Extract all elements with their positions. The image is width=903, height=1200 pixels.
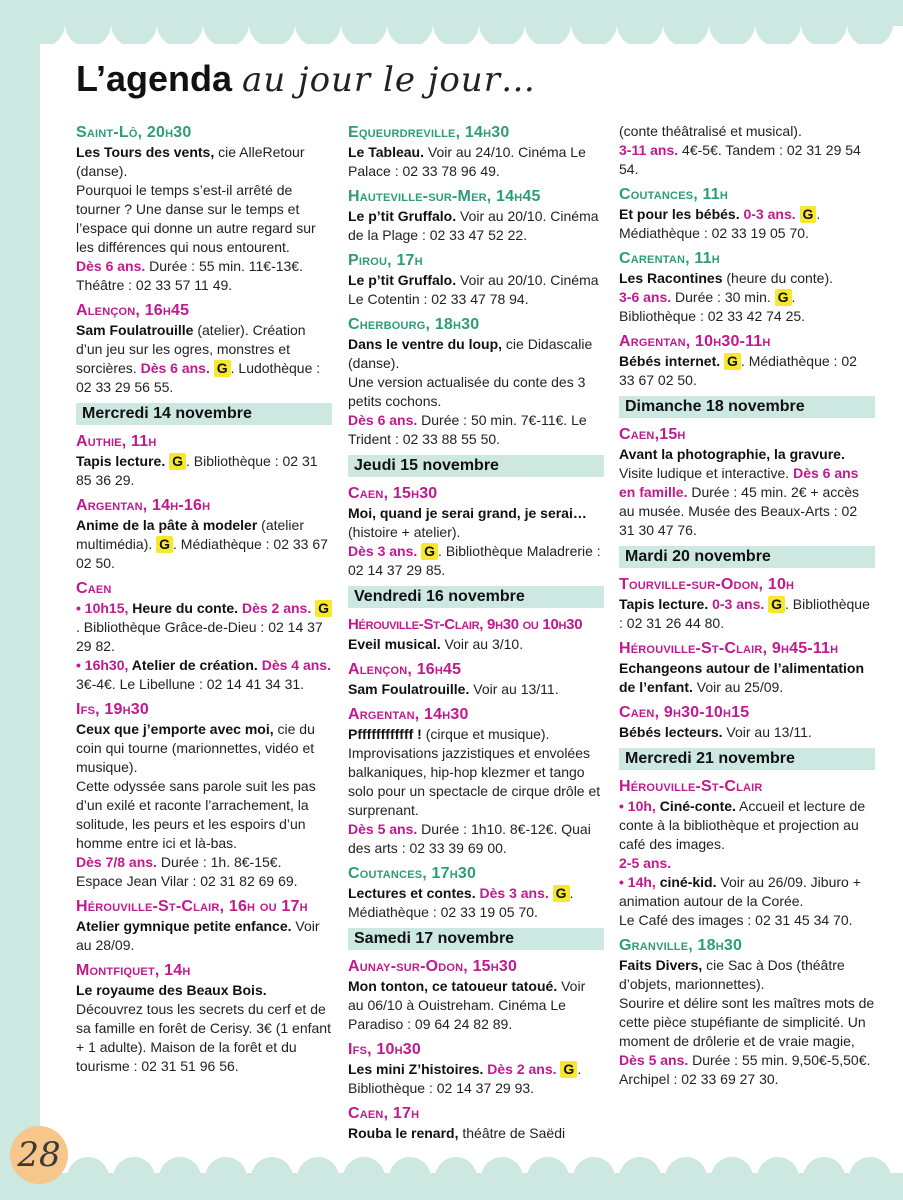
event-title: Moi, quand je serai grand, je serai… <box>348 505 587 521</box>
event-entry <box>348 314 604 449</box>
event-desc: cie AlleRetour (danse). <box>76 144 305 179</box>
event-entry <box>348 186 604 245</box>
event-city: Hauteville-sur-Mer, 14h45 <box>348 188 541 205</box>
event-desc: cie du coin qui tourne (marionnettes, vidéo et musique). <box>76 721 315 775</box>
event-age: Dès 4 ans. <box>257 657 331 673</box>
event-entry <box>76 960 332 1076</box>
event-info: . Bibliothèque : 02 33 42 74 25. <box>619 289 806 324</box>
event-info: Voir au 3/10. <box>440 636 524 652</box>
event-city: Caen, 15h30 <box>348 485 438 502</box>
event-info: Durée : 1h10. 8€-12€. Quai des arts : 02 33 39 69 00. <box>348 821 591 856</box>
page-title <box>76 58 536 100</box>
event-title: Dans le ventre du loup, <box>348 336 503 352</box>
gratuit-icon: G <box>724 353 741 370</box>
day-header: Mardi 20 novembre <box>619 546 875 568</box>
event-age: Dès 6 ans. <box>348 412 418 428</box>
event-city: Alençon, 16h45 <box>76 302 190 319</box>
event-desc: cie Didascalie (danse). <box>348 336 593 371</box>
event-text: Pourquoi le temps s’est-il arrêté de tourner ? Une danse sur le temps et l’espace qui donne un autre regard sur les différences qui nous entourent. <box>76 182 316 255</box>
event-title: Le royaume des Beaux Bois. <box>76 982 267 998</box>
event-info: Voir au 13/11. <box>469 681 559 697</box>
event-info: Voir au 24/10. Cinéma Le Palace : 02 33 78 96 49. <box>348 144 586 179</box>
event-city: Caen,15h <box>619 426 686 443</box>
event-entry <box>348 614 604 654</box>
event-city: Hérouville-St-Clair, 9h45-11h <box>619 640 839 657</box>
event-title: Anime de la pâte à modeler <box>76 517 258 533</box>
gratuit-icon: G <box>421 543 438 560</box>
event-time: • 10h, <box>619 798 656 814</box>
event-info: Voir au 28/09. <box>76 918 320 953</box>
event-time: • 10h15, <box>76 600 129 616</box>
event-entry <box>619 702 875 742</box>
title-bold: L’agenda <box>76 58 233 99</box>
event-title: Atelier de création. <box>128 657 258 673</box>
event-entry <box>348 250 604 309</box>
event-city: Hérouville-St-Clair, 9h30 ou 10h30 <box>348 616 583 633</box>
event-age: Dès 3 ans. <box>475 885 549 901</box>
day-header: Dimanche 18 novembre <box>619 396 875 418</box>
day-header: Vendredi 16 novembre <box>348 586 604 608</box>
bottom-scallop-border <box>0 1156 903 1200</box>
event-city: Coutances, 11h <box>619 186 729 203</box>
event-title: Pffffffffffff ! <box>348 726 422 742</box>
event-entry <box>76 578 332 694</box>
event-info: Le Café des images : 02 31 45 34 70. <box>619 912 853 928</box>
event-desc: théâtre de Saëdi <box>458 1125 566 1141</box>
event-title: Bébés lecteurs. <box>619 724 723 740</box>
event-entry <box>348 122 604 181</box>
event-title: Atelier gymnique petite enfance. <box>76 918 292 934</box>
event-info: Durée : 55 min. 9,50€-5,50€. Archipel : 02 33 69 27 30. <box>619 1052 871 1087</box>
event-info: Voir au 20/10. Cinéma de la Plage : 02 33 47 52 22. <box>348 208 599 243</box>
event-age: 3-11 ans. <box>619 142 679 158</box>
event-city: Cherbourg, 18h30 <box>348 316 480 333</box>
event-age: Dès 5 ans. <box>348 821 418 837</box>
event-title: Ciné-conte. <box>655 798 736 814</box>
event-entry <box>348 1103 604 1143</box>
event-time: • 14h, <box>619 874 656 890</box>
event-age: Dès 6 ans. <box>140 360 210 376</box>
event-title: Sam Foulatrouille <box>76 322 194 338</box>
event-entry <box>76 896 332 955</box>
event-age: 0-3 ans. <box>739 206 796 222</box>
top-scallop-border <box>0 0 903 44</box>
event-info: Voir au 06/10 à Ouistreham. Cinéma Le Paradiso : 09 64 24 82 89. <box>348 978 586 1032</box>
event-entry <box>76 431 332 490</box>
event-title: Rouba le renard, <box>348 1125 459 1141</box>
event-desc: (atelier). Création d’un jeu sur les ogres, monstres et sorcières. <box>76 322 306 376</box>
event-title: Sam Foulatrouille. <box>348 681 470 697</box>
event-city: Carentan, 11h <box>619 250 720 267</box>
event-info: Durée : 50 min. 7€-11€. Le Trident : 02 33 88 55 50. <box>348 412 587 447</box>
event-info: . Bibliothèque Maladrerie : 02 14 37 29 85. <box>348 543 601 578</box>
event-entry: Argentan, 14h-16h Anime de la pâte à modeler (atelier multimédia). G . Médiathèque : 02 33 67 02 50. <box>76 495 332 573</box>
event-entry <box>619 331 875 390</box>
gratuit-icon: G <box>768 596 785 613</box>
event-age: Dès 6 ans. <box>76 258 146 274</box>
event-info: . Médiathèque : 02 33 67 02 50. <box>619 353 857 388</box>
event-title: Et pour les bébés. <box>619 206 740 222</box>
event-entry <box>619 424 875 540</box>
gratuit-icon: G <box>800 206 817 223</box>
event-entry <box>348 956 604 1034</box>
event-entry <box>619 122 875 179</box>
event-info: Voir au 25/09. <box>692 679 784 695</box>
event-entry <box>76 122 332 295</box>
event-city: Equeurdreville, 14h30 <box>348 124 510 141</box>
event-info: 3€-4€. Le Libellune : 02 14 41 34 31. <box>76 676 305 692</box>
event-info: Durée : 45 min. 2€ + accès au musée. Musée des Beaux-Arts : 02 31 30 47 76. <box>619 484 860 538</box>
event-desc: (cirque et musique). Improvisations jazzistiques et envolées balkaniques, hip-hop klezmer et tango solo pour un spectacle de cirque drôle et surprenant. <box>348 726 601 818</box>
event-title: Le Tableau. <box>348 144 424 160</box>
event-city: Argentan, 14h-16h <box>76 497 211 514</box>
event-age: Dès 5 ans. <box>619 1052 689 1068</box>
event-title: Avant la photographie, la gravure. <box>619 446 845 462</box>
event-title: Echangeons autour de l’alimentation de l’enfant. <box>619 660 865 695</box>
event-entry <box>348 659 604 699</box>
event-text: Une version actualisée du conte des 3 petits cochons. <box>348 374 586 409</box>
event-title: Bébés internet. <box>619 353 721 369</box>
event-desc: (atelier multimédia) <box>76 517 304 552</box>
event-desc: Visite ludique et interactive. <box>619 465 794 481</box>
event-entry <box>619 776 875 930</box>
day-header: Samedi 17 novembre <box>348 928 604 950</box>
event-city: Authie, 11h <box>76 433 157 450</box>
event-desc: (heure du conte). <box>722 270 833 286</box>
event-text: Cette odyssée sans parole suit les pas d’un exilé et raconte l’arrachement, la solitude, les peurs et les espoirs d’un homme entre ici et là-bas. <box>76 778 316 851</box>
event-city: Argentan, 14h30 <box>348 706 469 723</box>
event-time: • 16h30, <box>76 657 129 673</box>
event-city: Caen <box>76 580 112 597</box>
day-header: Mercredi 14 novembre <box>76 403 332 425</box>
event-title: Faits Divers, <box>619 957 703 973</box>
event-age: Dès 3 ans. <box>348 543 418 559</box>
event-desc: cie Sac à Dos (théâtre d’objets, marionnettes). <box>619 957 845 992</box>
event-desc: (histoire + atelier). <box>348 524 461 540</box>
event-info: . Médiathèque : 02 33 67 02 50. <box>76 536 328 571</box>
event-title: Les mini Z’histoires. <box>348 1061 484 1077</box>
event-info: Durée : 1h. 8€-15€. Espace Jean Vilar : 02 31 82 69 69. <box>76 854 298 889</box>
event-entry <box>619 184 875 243</box>
event-info: . Bibliothèque Grâce-de-Dieu : 02 14 37 29 82. <box>76 619 323 654</box>
event-info: . Bibliothèque : 02 31 26 44 80. <box>619 596 870 631</box>
event-city: Caen, 9h30-10h15 <box>619 704 750 721</box>
event-title: Lectures et contes. <box>348 885 476 901</box>
event-title: Heure du conte. <box>128 600 239 616</box>
event-info: . Médiathèque : 02 33 19 05 70. <box>348 885 574 920</box>
event-title: Le p’tit Gruffalo. <box>348 272 457 288</box>
event-entry <box>76 699 332 891</box>
event-entry <box>348 1039 604 1098</box>
event-info: . Ludothèque : 02 33 29 56 55. <box>76 360 321 395</box>
day-header: Mercredi 21 novembre <box>619 748 875 770</box>
event-city: Argentan, 10h30-11h <box>619 333 771 350</box>
event-desc: Accueil et lecture de conte à la bibliothèque et projection au café des images. <box>619 798 866 852</box>
event-entry <box>348 863 604 922</box>
event-city: Pirou, 17h <box>348 252 423 269</box>
event-city: Tourville-sur-Odon, 10h <box>619 576 795 593</box>
event-text: Sourire et délire sont les maîtres mots de cette pièce stupéfiante de simplicité. Un moment de drôlerie et de vraie magie, <box>619 995 875 1049</box>
event-city: Saint-Lô, 20h30 <box>76 124 192 141</box>
gratuit-icon: G <box>553 885 570 902</box>
gratuit-icon: G <box>169 453 186 470</box>
event-age: Dès 7/8 ans. <box>76 854 157 870</box>
event-city: Coutances, 17h30 <box>348 865 477 882</box>
event-info: Durée : 55 min. 11€-13€. Théâtre : 02 33 57 11 49. <box>76 258 303 293</box>
event-text: (conte théâtralisé et musical). <box>619 123 802 139</box>
column-3 <box>619 122 875 1094</box>
event-info: . Bibliothèque : 02 14 37 29 93. <box>348 1061 582 1096</box>
event-city: Aunay-sur-Odon, 15h30 <box>348 958 518 975</box>
event-info: . Médiathèque : 02 33 19 05 70. <box>619 206 821 241</box>
event-age: Dès 2 ans. <box>238 600 312 616</box>
event-text: Découvrez tous les secrets du cerf et de sa famille en forêt de Cerisy. 3€ (1 enfant + 1 adulte). Maison de la forêt et du tourisme : 02 31 51 96 56. <box>76 1001 331 1074</box>
event-age: Dès 6 ans en famille. <box>619 465 859 500</box>
event-title: Les Racontines <box>619 270 723 286</box>
event-entry <box>619 248 875 326</box>
event-city: Ifs, 10h30 <box>348 1041 421 1058</box>
event-title: Eveil musical. <box>348 636 441 652</box>
event-entry <box>76 300 332 397</box>
day-header: Jeudi 15 novembre <box>348 455 604 477</box>
column-2 <box>348 122 604 1148</box>
title-script: au jour le jour… <box>242 60 536 100</box>
event-city: Caen, 17h <box>348 1105 420 1122</box>
event-city: Alençon, 16h45 <box>348 661 462 678</box>
event-entry <box>619 574 875 633</box>
event-age: 2-5 ans. <box>619 855 672 871</box>
event-city: Hérouville-St-Clair <box>619 778 763 795</box>
event-info: Durée : 30 min. <box>671 289 775 305</box>
page-number-badge: 28 <box>10 1126 68 1184</box>
event-info: Voir au 20/10. Cinéma Le Cotentin : 02 33 47 78 94. <box>348 272 599 307</box>
event-title: Tapis lecture. <box>76 453 166 469</box>
event-city: Hérouville-St-Clair, 16h ou 17h <box>76 898 308 915</box>
event-entry <box>348 483 604 580</box>
event-title: ciné-kid. <box>655 874 717 890</box>
event-desc: Voir au 26/09. Jiburo + animation autour de la Corée. <box>619 874 861 909</box>
event-age: 0-3 ans. <box>708 596 765 612</box>
event-info: . Bibliothèque : 02 31 85 36 29. <box>76 453 318 488</box>
gratuit-icon: G <box>560 1061 577 1078</box>
event-title: Ceux que j’emporte avec moi, <box>76 721 274 737</box>
event-city: Montfiquet, 14h <box>76 962 191 979</box>
event-title: Les Tours des vents, <box>76 144 215 160</box>
event-age: 3-6 ans. <box>619 289 672 305</box>
event-title: Tapis lecture. <box>619 596 709 612</box>
event-age: Dès 2 ans. <box>483 1061 557 1077</box>
event-entry <box>348 704 604 858</box>
event-city: Ifs, 19h30 <box>76 701 149 718</box>
gratuit-icon: G <box>214 360 231 377</box>
event-info: Voir au 13/11. <box>722 724 812 740</box>
event-info: 4€-5€. Tandem : 02 31 29 54 54. <box>619 142 861 177</box>
event-title: Le p’tit Gruffalo. <box>348 208 457 224</box>
event-entry <box>619 935 875 1089</box>
event-city: Granville, 18h30 <box>619 937 743 954</box>
event-entry <box>619 638 875 697</box>
gratuit-icon: G <box>315 600 332 617</box>
column-1 <box>76 122 332 1081</box>
event-title: Mon tonton, ce tatoueur tatoué. <box>348 978 558 994</box>
gratuit-icon: G <box>156 536 173 553</box>
gratuit-icon: G <box>775 289 792 306</box>
